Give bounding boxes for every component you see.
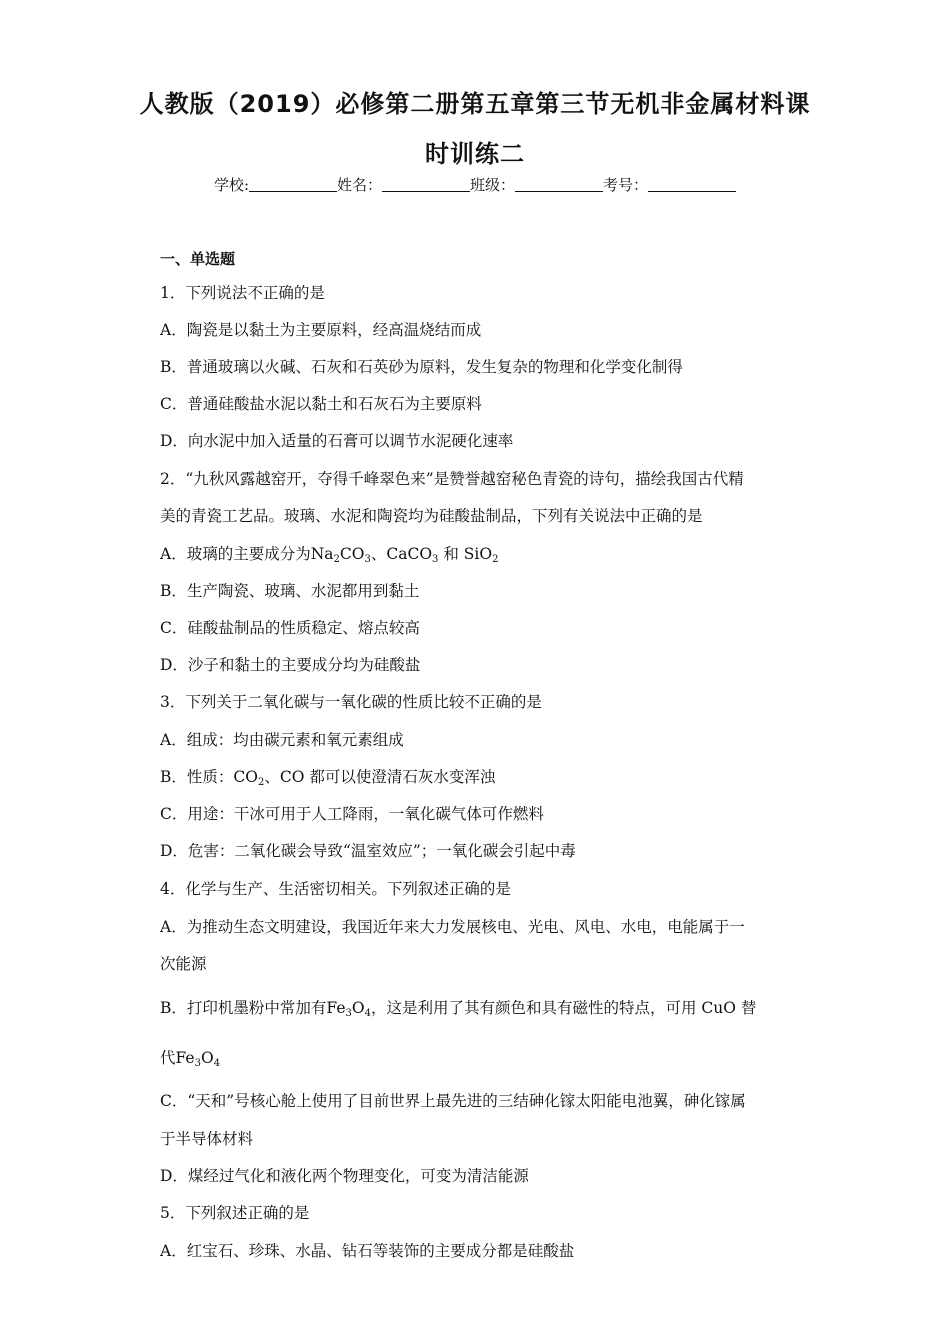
question-1-option-c: C．普通硅酸盐水泥以黏土和石灰石为主要原料	[160, 395, 482, 413]
name-field[interactable]	[382, 177, 470, 192]
question-2-option-a: A．玻璃的主要成分为$Na_2CO_3$、CaCO$_3$ 和 SiO$_2$	[160, 545, 499, 565]
section-heading: 一、单选题	[160, 250, 236, 268]
question-4-option-c-line2: 于半导体材料	[160, 1130, 254, 1148]
question-3-option-d: D．危害：二氧化碳会导致“温室效应”；一氧化碳会引起中毒	[160, 842, 576, 860]
question-2-stem-line2: 美的青瓷工艺品。玻璃、水泥和陶瓷均为硅酸盐制品，下列有关说法中正确的是	[160, 507, 703, 525]
exam-number-label: 考号：	[603, 176, 649, 194]
question-1-stem: 1．下列说法不正确的是	[160, 284, 325, 302]
question-2-option-d: D．沙子和黏土的主要成分均为硅酸盐	[160, 656, 421, 674]
question-4-stem: 4．化学与生产、生活密切相关。下列叙述正确的是	[160, 880, 511, 898]
class-field[interactable]	[515, 177, 603, 192]
question-5-option-a: A．红宝石、珍珠、水晶、钻石等装饰的主要成分都是硅酸盐	[160, 1242, 575, 1260]
school-label: 学校:	[213, 176, 249, 194]
question-3-option-a: A．组成：均由碳元素和氧元素组成	[160, 731, 404, 749]
question-1-option-b: B．普通玻璃以火碱、石灰和石英砂为原料，发生复杂的物理和化学变化制得	[160, 358, 683, 376]
question-2-stem-line1: 2．“九秋风露越窑开，夺得千峰翠色来”是赞誉越窑秘色青瓷的诗句，描绘我国古代精	[160, 470, 744, 488]
question-4-option-d: D．煤经过气化和液化两个物理变化，可变为清洁能源	[160, 1167, 529, 1185]
question-5-stem: 5．下列叙述正确的是	[160, 1204, 310, 1222]
question-3-option-b: B．性质：$CO_2$、CO 都可以使澄清石灰水变浑浊	[160, 768, 496, 788]
question-1-option-a: A．陶瓷是以黏土为主要原料，经高温烧结而成	[160, 321, 482, 339]
document-title-line2: 时训练二	[425, 140, 525, 168]
exam-number-field[interactable]	[648, 177, 736, 192]
school-field[interactable]	[249, 177, 337, 192]
question-1-option-d: D．向水泥中加入适量的石膏可以调节水泥硬化速率	[160, 432, 514, 450]
question-3-stem: 3．下列关于二氧化碳与一氧化碳的性质比较不正确的是	[160, 693, 542, 711]
question-2-option-c: C．硅酸盐制品的性质稳定、熔点较高	[160, 619, 420, 637]
name-label: 姓名：	[337, 176, 383, 194]
question-4-option-c-line1: C．“天和”号核心舱上使用了目前世界上最先进的三结砷化镓太阳能电池翼，砷化镓属	[160, 1092, 746, 1110]
question-4-option-a-line1: A．为推动生态文明建设，我国近年来大力发展核电、光电、风电、水电，电能属于一	[160, 918, 745, 936]
document-title-line1: 人教版（2019）必修第二册第五章第三节无机非金属材料课	[139, 90, 811, 118]
class-label: 班级：	[470, 176, 516, 194]
question-2-option-b: B．生产陶瓷、玻璃、水泥都用到黏土	[160, 582, 420, 600]
question-4-option-b-line2: 代$Fe_3O_4$	[160, 1049, 221, 1069]
question-3-option-c: C．用途：干冰可用于人工降雨，一氧化碳气体可作燃料	[160, 805, 544, 823]
question-4-option-b-line1: B．打印机墨粉中常加有$Fe_3O_4$，这是利用了其有颜色和具有磁性的特点，可用 CuO 替	[160, 999, 757, 1019]
student-info-row	[0, 174, 950, 195]
question-4-option-a-line2: 次能源	[160, 955, 207, 973]
